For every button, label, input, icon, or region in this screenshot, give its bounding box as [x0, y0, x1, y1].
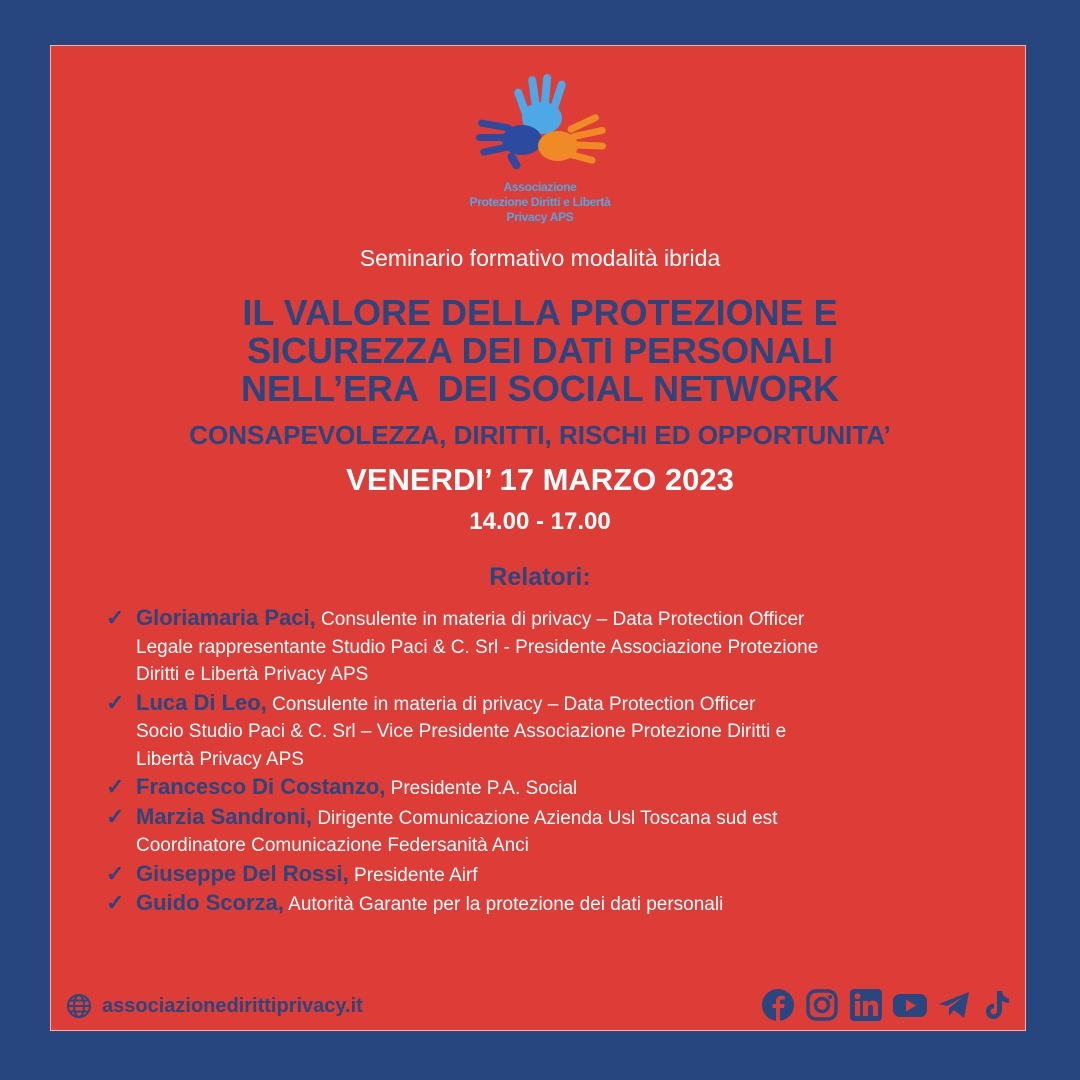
speaker-role: Presidente Airf [354, 864, 478, 886]
speaker-name: Guido Scorza, [136, 890, 284, 915]
speaker-role: Dirigente Comunicazione Azienda Usl Toscana sud est [317, 807, 778, 829]
speaker-role: Consulente in materia di privacy – Data Protection Officer [321, 609, 805, 630]
event-tagline: CONSAPEVOLEZZA, DIRITTI, RISCHI ED OPPORTUNITA’ [189, 420, 891, 450]
organization-name [440, 180, 640, 225]
speaker-item [106, 689, 986, 774]
instagram-icon[interactable] [804, 988, 840, 1022]
speaker-role: Legale rappresentante Studio Paci & C. Srl - Presidente Associazione Protezione [136, 636, 819, 658]
speaker-role: Coordinatore Comunicazione Federsanità Anci [136, 835, 529, 856]
title-line: IL VALORE DELLA PROTEZIONE E [242, 292, 838, 333]
org-line: Protezione Diritti e Libertà [469, 195, 611, 209]
speaker-role: Autorità Garante per la protezione dei dati personali [288, 894, 724, 915]
globe-icon [66, 993, 92, 1019]
hands-logo-icon [470, 70, 610, 170]
checkmark-icon: ✓ [106, 890, 125, 915]
social-links [760, 988, 1016, 1022]
speaker-role: Presidente P.A. Social [390, 778, 578, 799]
speaker-name: Gloriamaria Paci, [136, 605, 316, 630]
speaker-role: Socio Studio Paci & C. Srl – Vice Presidente Associazione Protezione Diritti e [136, 721, 787, 742]
telegram-icon[interactable] [936, 988, 972, 1022]
speaker-name: Francesco Di Costanzo, [136, 774, 386, 799]
checkmark-icon: ✓ [106, 689, 125, 715]
speaker-role: Libertà Privacy APS [136, 748, 304, 770]
website-text: associazionedirittiprivacy.it [102, 994, 363, 1017]
title-line: SICUREZZA DEI DATI PERSONALI [246, 330, 834, 371]
event-date: VENERDI’ 17 MARZO 2023 [346, 462, 734, 497]
speaker-item [106, 604, 986, 689]
seminar-subtitle: Seminario formativo modalità ibrida [359, 245, 721, 271]
website-link[interactable] [66, 992, 363, 1020]
speaker-role: Diritti e Libertà Privacy APS [136, 664, 369, 685]
checkmark-icon: ✓ [106, 860, 125, 886]
speakers-list [106, 604, 986, 919]
speaker-role: Consulente in materia di privacy – Data Protection Officer [272, 693, 756, 715]
event-time: 14.00 - 17.00 [469, 508, 611, 535]
checkmark-icon: ✓ [106, 774, 125, 799]
speaker-name: Giuseppe Del Rossi, [136, 860, 349, 886]
tiktok-icon[interactable] [980, 988, 1016, 1022]
youtube-icon[interactable] [892, 988, 928, 1022]
event-title [0, 294, 1080, 408]
speaker-item [106, 803, 986, 860]
linkedin-icon[interactable] [848, 988, 884, 1022]
org-line: Associazione [503, 180, 577, 194]
facebook-icon[interactable] [760, 988, 796, 1022]
checkmark-icon: ✓ [106, 803, 125, 829]
speaker-item [106, 860, 986, 890]
speakers-heading: Relatori: [489, 563, 591, 591]
speaker-name: Luca Di Leo, [136, 689, 267, 715]
speaker-name: Marzia Sandroni, [136, 803, 313, 829]
speaker-item [106, 889, 986, 919]
checkmark-icon: ✓ [106, 605, 125, 630]
speaker-item [106, 773, 986, 803]
org-line: Privacy APS [506, 210, 574, 224]
title-line: NELL’ERA DEI SOCIAL NETWORK [240, 368, 840, 409]
